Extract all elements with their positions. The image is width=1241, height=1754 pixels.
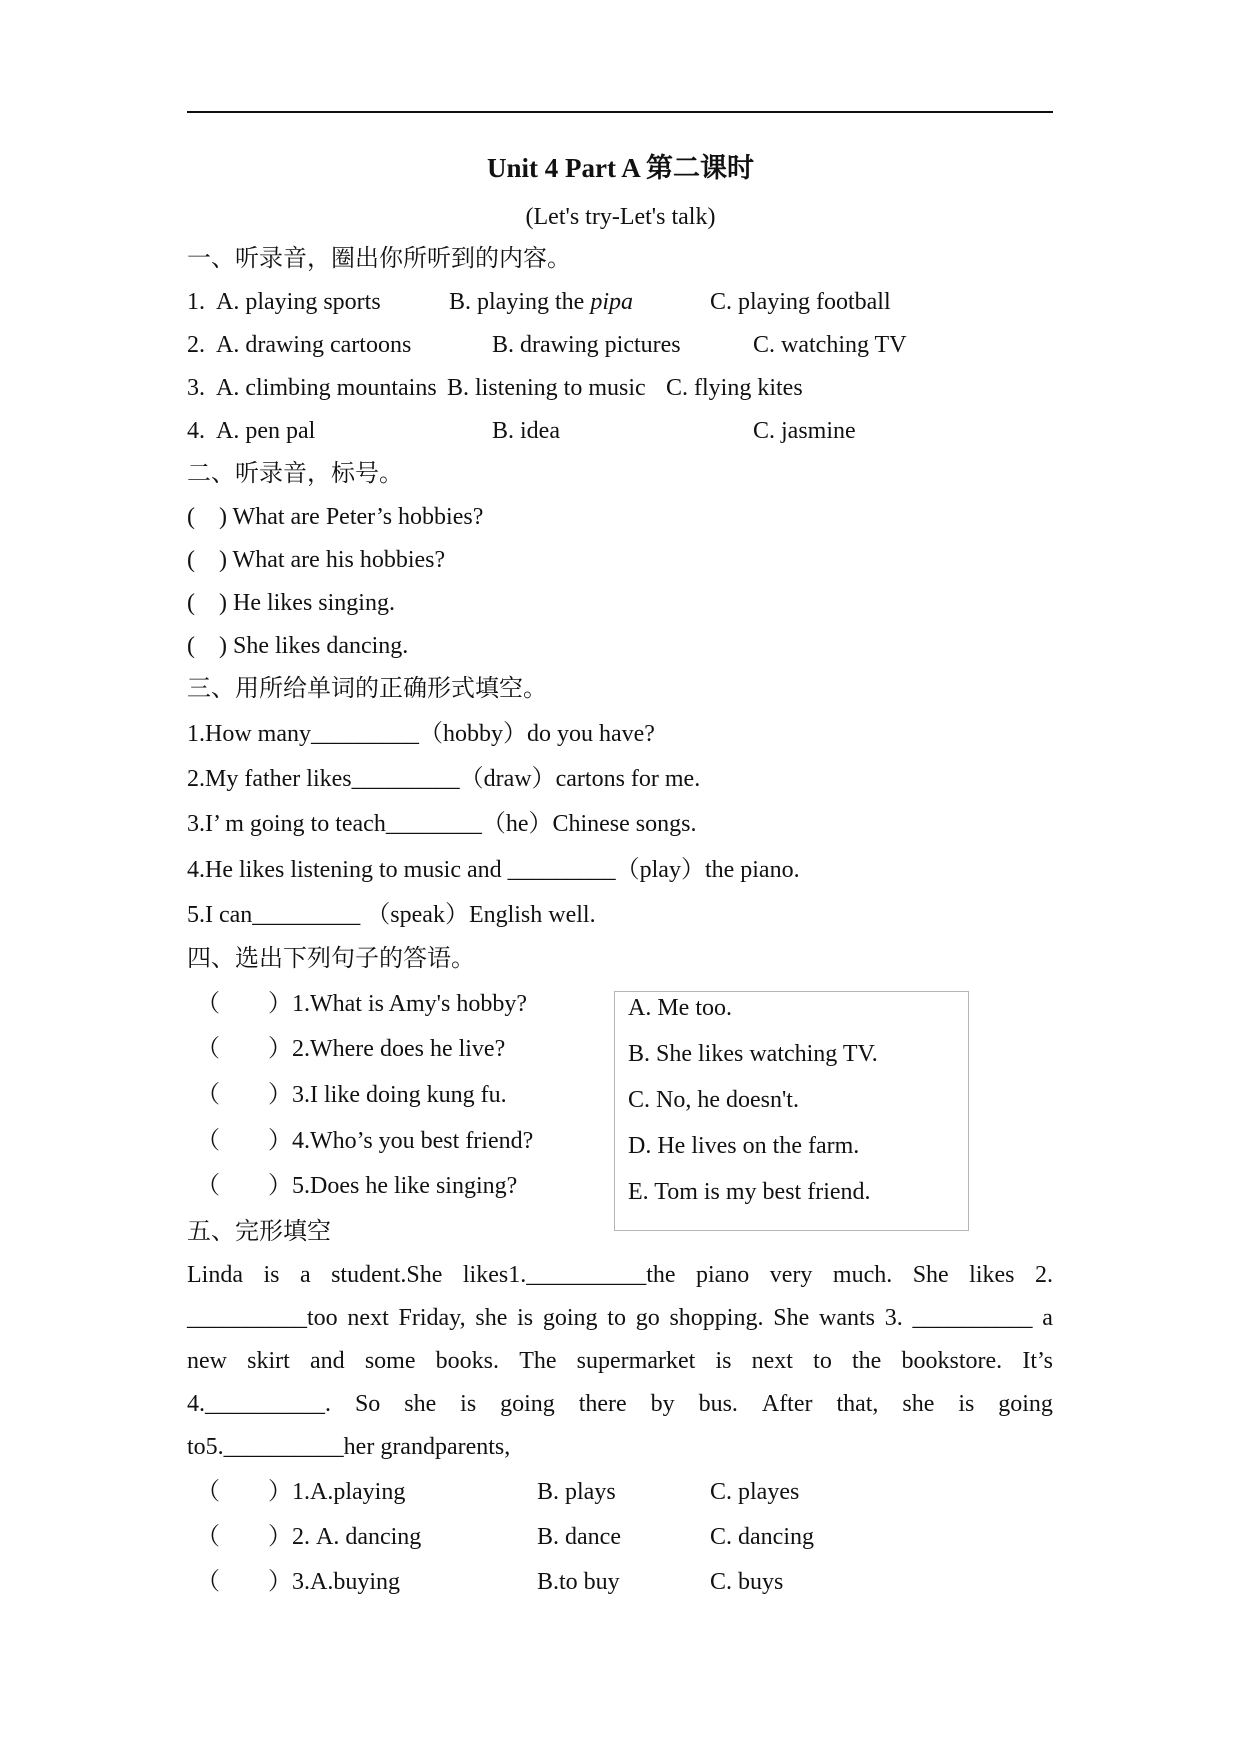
option-a: A. drawing cartoons — [216, 332, 412, 358]
section3-heading: 三、用所给单词的正确形式填空。 — [187, 676, 547, 702]
fill-blank-item: 4.He likes listening to music and _________（play）the piano. — [187, 857, 800, 883]
match-question: （ ）3.I like doing kung fu. — [196, 1082, 507, 1108]
passage-word: a — [299, 1262, 311, 1288]
fill-blank-item: 5.I can_________ （speak）English well. — [187, 902, 596, 928]
option-a: A. climbing mountains — [216, 375, 437, 401]
passage-word: to — [813, 1348, 832, 1374]
page-title: Unit 4 Part A 第二课时 — [487, 153, 754, 183]
option-c: C. playing football — [710, 289, 891, 315]
passage-word: bookstore. — [901, 1348, 1003, 1374]
passage-word: shopping. — [669, 1305, 764, 1331]
cloze-option-b: B.to buy — [537, 1569, 620, 1595]
option-b: B. drawing pictures — [492, 332, 681, 358]
passage-word: that, — [836, 1391, 879, 1417]
cloze-option-c: C. buys — [710, 1569, 784, 1595]
passage-word: is — [517, 1305, 534, 1331]
passage-word: __________too — [187, 1305, 338, 1331]
item-number: 1. — [187, 289, 205, 315]
section2-item: ( ) What are his hobbies? — [187, 547, 446, 573]
item-number: 3. — [187, 375, 205, 401]
answer-option: B. She likes watching TV. — [628, 1041, 878, 1067]
passage-word: going — [500, 1391, 555, 1417]
passage-line — [187, 1303, 1053, 1333]
match-question: （ ）5.Does he like singing? — [196, 1173, 518, 1199]
page-subtitle: (Let's try-Let's talk) — [525, 204, 716, 230]
passage-line — [187, 1389, 1053, 1419]
passage-word: Friday, — [398, 1305, 466, 1331]
option-b-text: B. playing the — [449, 289, 591, 315]
passage-word: to — [607, 1305, 626, 1331]
passage-line: to5.__________her grandparents, — [187, 1434, 511, 1460]
option-b — [449, 287, 633, 317]
passage-word: So — [354, 1391, 381, 1417]
passage-word: She — [773, 1305, 810, 1331]
passage-word: is — [263, 1262, 280, 1288]
passage-word: and — [310, 1348, 345, 1374]
passage-word: 4.__________. — [187, 1391, 331, 1417]
passage-line — [187, 1260, 1053, 1290]
option-c: C. watching TV — [753, 332, 907, 358]
passage-word: skirt — [247, 1348, 290, 1374]
passage-word: likes1.__________the — [462, 1262, 676, 1288]
passage-word: is — [460, 1391, 477, 1417]
passage-word: going — [542, 1305, 598, 1331]
option-c: C. jasmine — [753, 418, 856, 444]
passage-word: The — [519, 1348, 557, 1374]
passage-word: very — [769, 1262, 813, 1288]
passage-word: wants — [818, 1305, 875, 1331]
answer-option: D. He lives on the farm. — [628, 1133, 860, 1159]
passage-word: 2. — [1034, 1262, 1053, 1288]
passage-word: she — [475, 1305, 508, 1331]
passage-word: much. — [832, 1262, 893, 1288]
option-b: B. idea — [492, 418, 560, 444]
passage-word: is — [715, 1348, 732, 1374]
cloze-question: （ ）1.A.playing — [196, 1479, 406, 1505]
passage-word: new — [187, 1348, 227, 1374]
passage-word: some — [364, 1348, 416, 1374]
passage-word: there — [578, 1391, 627, 1417]
passage-word: she — [404, 1391, 437, 1417]
section2-item: ( ) He likes singing. — [187, 590, 395, 616]
passage-word: a — [1042, 1305, 1053, 1331]
section2-heading: 二、听录音，标号。 — [187, 461, 403, 487]
passage-word: supermarket — [576, 1348, 696, 1374]
item-number: 2. — [187, 332, 205, 358]
section2-item: ( ) She likes dancing. — [187, 633, 409, 659]
option-b-italic: pipa — [590, 289, 633, 315]
passage-word: by — [650, 1391, 675, 1417]
passage-word: going — [998, 1391, 1053, 1417]
cloze-question: （ ）2. A. dancing — [196, 1524, 422, 1550]
passage-word: __________ — [912, 1305, 1033, 1331]
option-c: C. flying kites — [666, 375, 803, 401]
fill-blank-item: 1.How many_________（hobby）do you have? — [187, 721, 655, 747]
answer-option: E. Tom is my best friend. — [628, 1179, 871, 1205]
match-question: （ ）1.What is Amy's hobby? — [196, 991, 527, 1017]
cloze-option-c: C. dancing — [710, 1524, 814, 1550]
option-a: A. pen pal — [216, 418, 316, 444]
section5-heading: 五、完形填空 — [187, 1219, 331, 1245]
passage-word: next — [347, 1305, 389, 1331]
passage-word: is — [958, 1391, 975, 1417]
passage-word: go — [635, 1305, 660, 1331]
match-question: （ ）2.Where does he live? — [196, 1036, 506, 1062]
answer-option: A. Me too. — [628, 995, 732, 1021]
passage-word: she — [902, 1391, 935, 1417]
passage-word: She — [912, 1262, 949, 1288]
cloze-question: （ ）3.A.buying — [196, 1569, 400, 1595]
passage-word: books. — [435, 1348, 500, 1374]
passage-word: likes — [969, 1262, 1015, 1288]
answer-option: C. No, he doesn't. — [628, 1087, 799, 1113]
passage-word: next — [751, 1348, 793, 1374]
cloze-option-c: C. playes — [710, 1479, 800, 1505]
cloze-option-b: B. plays — [537, 1479, 616, 1505]
fill-blank-item: 2.My father likes_________（draw）cartons for me. — [187, 766, 701, 792]
option-a: A. playing sports — [216, 289, 381, 315]
passage-word: the — [852, 1348, 882, 1374]
passage-word: Linda — [187, 1262, 243, 1288]
passage-word: piano — [695, 1262, 750, 1288]
section4-heading: 四、选出下列句子的答语。 — [187, 946, 475, 972]
fill-blank-item: 3.I’ m going to teach________（he）Chinese songs. — [187, 811, 697, 837]
header-rule — [187, 111, 1053, 113]
passage-word: student.She — [331, 1262, 443, 1288]
match-question: （ ）4.Who’s you best friend? — [196, 1128, 534, 1154]
section2-item: ( ) What are Peter’s hobbies? — [187, 504, 484, 530]
passage-word: It’s — [1022, 1348, 1053, 1374]
cloze-option-b: B. dance — [537, 1524, 621, 1550]
option-b: B. listening to music — [447, 375, 646, 401]
passage-line — [187, 1346, 1053, 1376]
passage-word: bus. — [698, 1391, 738, 1417]
item-number: 4. — [187, 418, 205, 444]
section1-heading: 一、听录音，圈出你所听到的内容。 — [187, 246, 571, 272]
passage-word: After — [761, 1391, 813, 1417]
passage-word: 3. — [884, 1305, 903, 1331]
